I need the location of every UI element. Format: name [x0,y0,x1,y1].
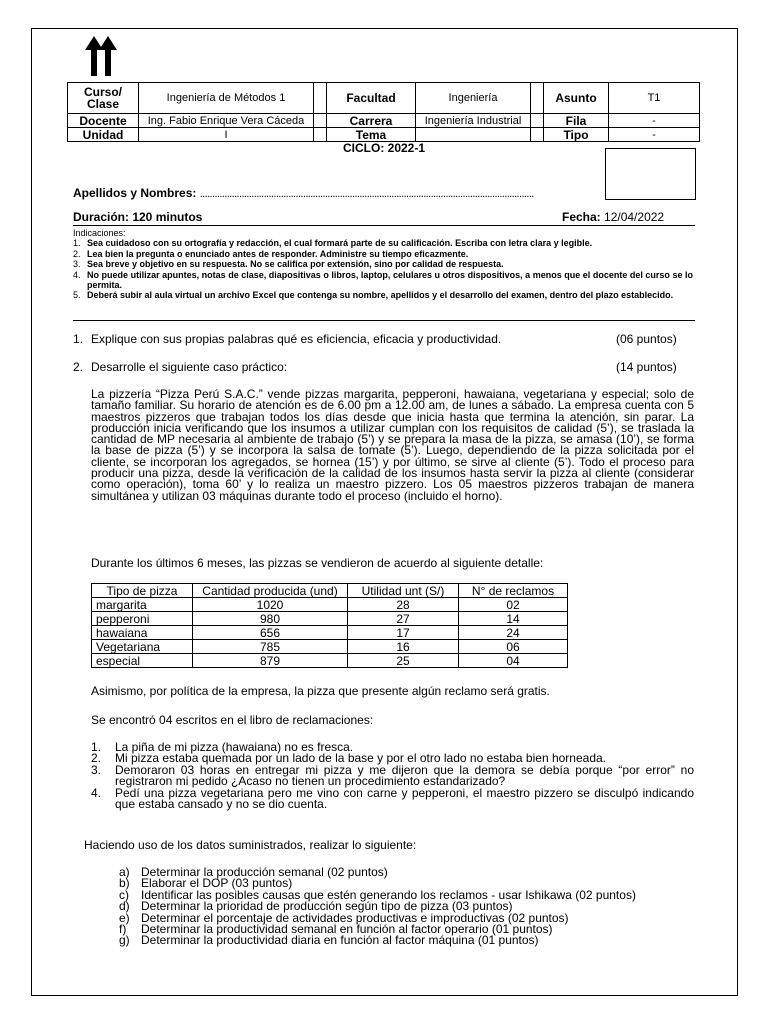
complaint-number: 2. [91,751,102,766]
table-header: Tipo de pizza [92,584,193,598]
question-text: Desarrolle el siguiente caso práctico: [91,360,288,374]
indications-title: Indicaciones: [73,228,126,238]
date-label: Fecha: [562,210,601,224]
fila-label: Fila [544,114,609,128]
carrera-value: Ingeniería Industrial [416,114,531,128]
indication-number: 4. [73,269,81,280]
table-row [92,654,568,668]
table-cell: 04 [459,654,568,668]
sales-table [91,583,568,668]
table-header: Cantidad producida (und) [193,584,348,598]
table-row [92,640,568,654]
question-points: (14 puntos) [616,360,677,374]
student-name-line[interactable] [73,186,534,200]
table-cell: 16 [348,640,459,654]
table-cell: 14 [459,612,568,626]
indication-number: 5. [73,290,81,301]
task-text: Identificar las posibles causas que estén generando los reclamos - usar Ishikawa (02 puntos) [141,887,636,902]
unidad-label: Unidad [68,128,139,142]
indication-item [73,249,693,259]
table-cell: 879 [193,654,348,668]
indication-item [73,238,693,248]
complaints-intro: Se encontró 04 escritos en el libro de reclamaciones: [91,713,374,727]
task-text: Determinar la productividad semanal en función al factor operario (01 puntos) [141,922,553,937]
task-number: g) [119,933,130,948]
table-cell: 656 [193,626,348,640]
fila-value: - [609,114,700,128]
task-number: e) [119,910,130,925]
complaint-text: Pedí una pizza vegetariana pero me vino con carne y pepperoni, el maestro pizzero se disculpó indicando que estaba cansado y no se dio cuenta. [115,785,694,812]
complaint-number: 4. [91,785,102,800]
indication-text: Sea cuidadoso con su ortografía y redacción, el cual formará parte de su calificación. Escriba con letra clara y legible. [87,238,593,249]
indication-item [73,259,693,269]
table-cell: 1020 [193,598,348,612]
table-cell: 06 [459,640,568,654]
tipo-label: Tipo [544,128,609,142]
task-number: b) [119,876,130,891]
indications [73,228,693,301]
question-text: Explique con sus propias palabras qué es eficiencia, eficacia y productividad. [91,332,502,346]
tasks-intro: Haciendo uso de los datos suministrados, realizar lo siguiente: [84,838,417,852]
indication-text: Deberá subir al aula virtual un archivo Excel que contenga su nombre, apellidos y el desarrollo del examen, dentro del plazo establecido. [87,290,674,301]
question-number: 1. [73,332,84,346]
complaints-list [91,742,694,810]
university-logo [83,34,119,76]
indication-text: No puede utilizar apuntes, notas de clase, diapositivas o libros, laptop, celulares u otros dispositivos, a menos que el docente del curso se lo permita. [87,269,693,291]
task-number: c) [119,887,129,902]
ciclo-label: CICLO: 2022-1 [342,141,426,155]
indication-number: 3. [73,259,81,270]
tema-value [416,128,531,142]
asunto-value: T1 [609,83,700,114]
table-header: Utilidad unt (S/) [348,584,459,598]
unidad-value: I [139,128,314,142]
complaint-number: 3. [91,762,102,777]
task-text: Determinar el porcentaje de actividades productivas e improductivas (02 puntos) [141,910,569,925]
question-number: 2. [73,360,84,374]
divider [73,225,695,226]
curso-label: Curso/ Clase [68,83,139,114]
indication-item [73,290,693,300]
task-text: Determinar la prioridad de producción según tipo de pizza (03 puntos) [141,899,513,914]
indication-text: Sea breve y objetivo en su respuesta. No se califica por extensión, sino por calidad de respuesta. [87,259,504,270]
table-cell: especial [92,654,193,668]
task-text: Elaborar el DOP (03 puntos) [141,876,293,891]
facultad-value: Ingeniería [416,83,531,114]
policy-text: Asimismo, por política de la empresa, la pizza que presente algún reclamo será gratis. [91,684,550,698]
table-cell: Vegetariana [92,640,193,654]
indication-item [73,270,693,291]
tipo-value: - [609,128,700,142]
date-line [562,210,664,224]
docente-label: Docente [68,114,139,128]
divider [73,320,695,321]
task-text: Determinar la producción semanal (02 puntos) [141,865,388,879]
table-cell: 24 [459,626,568,640]
date-value: 12/04/2022 [604,210,665,224]
course-header-table [67,82,700,142]
complaint-item [91,762,694,789]
task-text: Determinar la productividad diaria en función al factor máquina (01 puntos) [141,933,539,948]
task-number: d) [119,899,130,914]
table-cell: 02 [459,598,568,612]
name-label: Apellidos y Nombres: [73,186,197,200]
table-cell: hawaiana [92,626,193,640]
table-row [92,598,568,612]
facultad-label: Facultad [327,83,416,114]
complaint-item [91,785,694,812]
question-1 [73,332,686,346]
indication-text: Lea bien la pregunta o enunciado antes de responder. Administre su tiempo eficazmente. [87,248,469,259]
asunto-label: Asunto [544,83,609,114]
table-cell: 980 [193,612,348,626]
table-cell: 28 [348,598,459,612]
table-header-row [92,584,568,598]
task-number: a) [119,865,130,879]
case-description: La pizzería “Pizza Perú S.A.C.” vende pizzas margarita, pepperoni, hawaiana, vegetariana y especial; solo de tamaño familiar. Su horario de atención es de 6.00 pm a 12.00 am, de lunes a sábado. La empresa cuenta con 5 maestros pizzeros que trabajan todos los días desde que inicia hasta que termina la atención, sin parar. La producción inicia verificando que los insumos a utilizar cumplan con los requisitos de calidad (5’), se traslada la cantidad de MP necesaria al ambiente de trabajo (5’) y se prepara la masa de la pizza, se amasa (10’), se forma la base de pizza (5’) y se incorpora la salsa de tomate (5’). Luego, dependiendo de la pizza solicitada por el cliente, se incorporan los agregados, se hornea (15’) y por último, se sirve al cliente (5’). Todo el proceso para producir una pizza, desde la verificación de la calidad de los insumos hasta servir la pizza al cliente (considerar como operación), toma 60’ y lo realiza un maestro pizzero. Los 05 maestros pizzeros trabajan de manera simultánea y utilizan 03 máquinas durante todo el proceso (incluido el horno). [91,387,694,503]
indication-number: 1. [73,238,81,249]
table-cell: margarita [92,598,193,612]
photo-box [605,148,696,200]
table-cell: 25 [348,654,459,668]
table-cell: 785 [193,640,348,654]
table-row [92,612,568,626]
tasks-list [119,867,694,947]
docente-value: Ing. Fabio Enrique Vera Cáceda [139,114,314,128]
question-points: (06 puntos) [616,332,677,346]
carrera-label: Carrera [327,114,416,128]
curso-value: Ingeniería de Métodos 1 [139,83,314,114]
name-dots: ........................................................................................................................................ [199,188,534,200]
table-row [92,626,568,640]
task-item [119,935,694,946]
indication-number: 2. [73,248,81,259]
question-2 [73,360,686,374]
tema-label: Tema [327,128,416,142]
table-cell: 17 [348,626,459,640]
table-cell: pepperoni [92,612,193,626]
complaint-number: 1. [91,740,102,754]
complaint-text: Mi pizza estaba quemada por un lado de la base y por el otro lado no estaba bien horneada. [115,751,607,766]
duration: Duración: 120 minutos [73,210,203,224]
table-header: N° de reclamos [459,584,568,598]
table-cell: 27 [348,612,459,626]
complaint-text: La piña de mi pizza (hawaiana) no es fresca. [115,740,354,754]
task-number: f) [119,922,127,937]
sales-intro: Durante los últimos 6 meses, las pizzas se vendieron de acuerdo al siguiente detalle: [91,556,544,570]
complaint-text: Demoraron 03 horas en entregar mi pizza y me dijeron que la demora se debía porque “por error” no registraron mi pedido ¿Acaso no tienen un procedimiento estandarizado? [115,762,694,789]
